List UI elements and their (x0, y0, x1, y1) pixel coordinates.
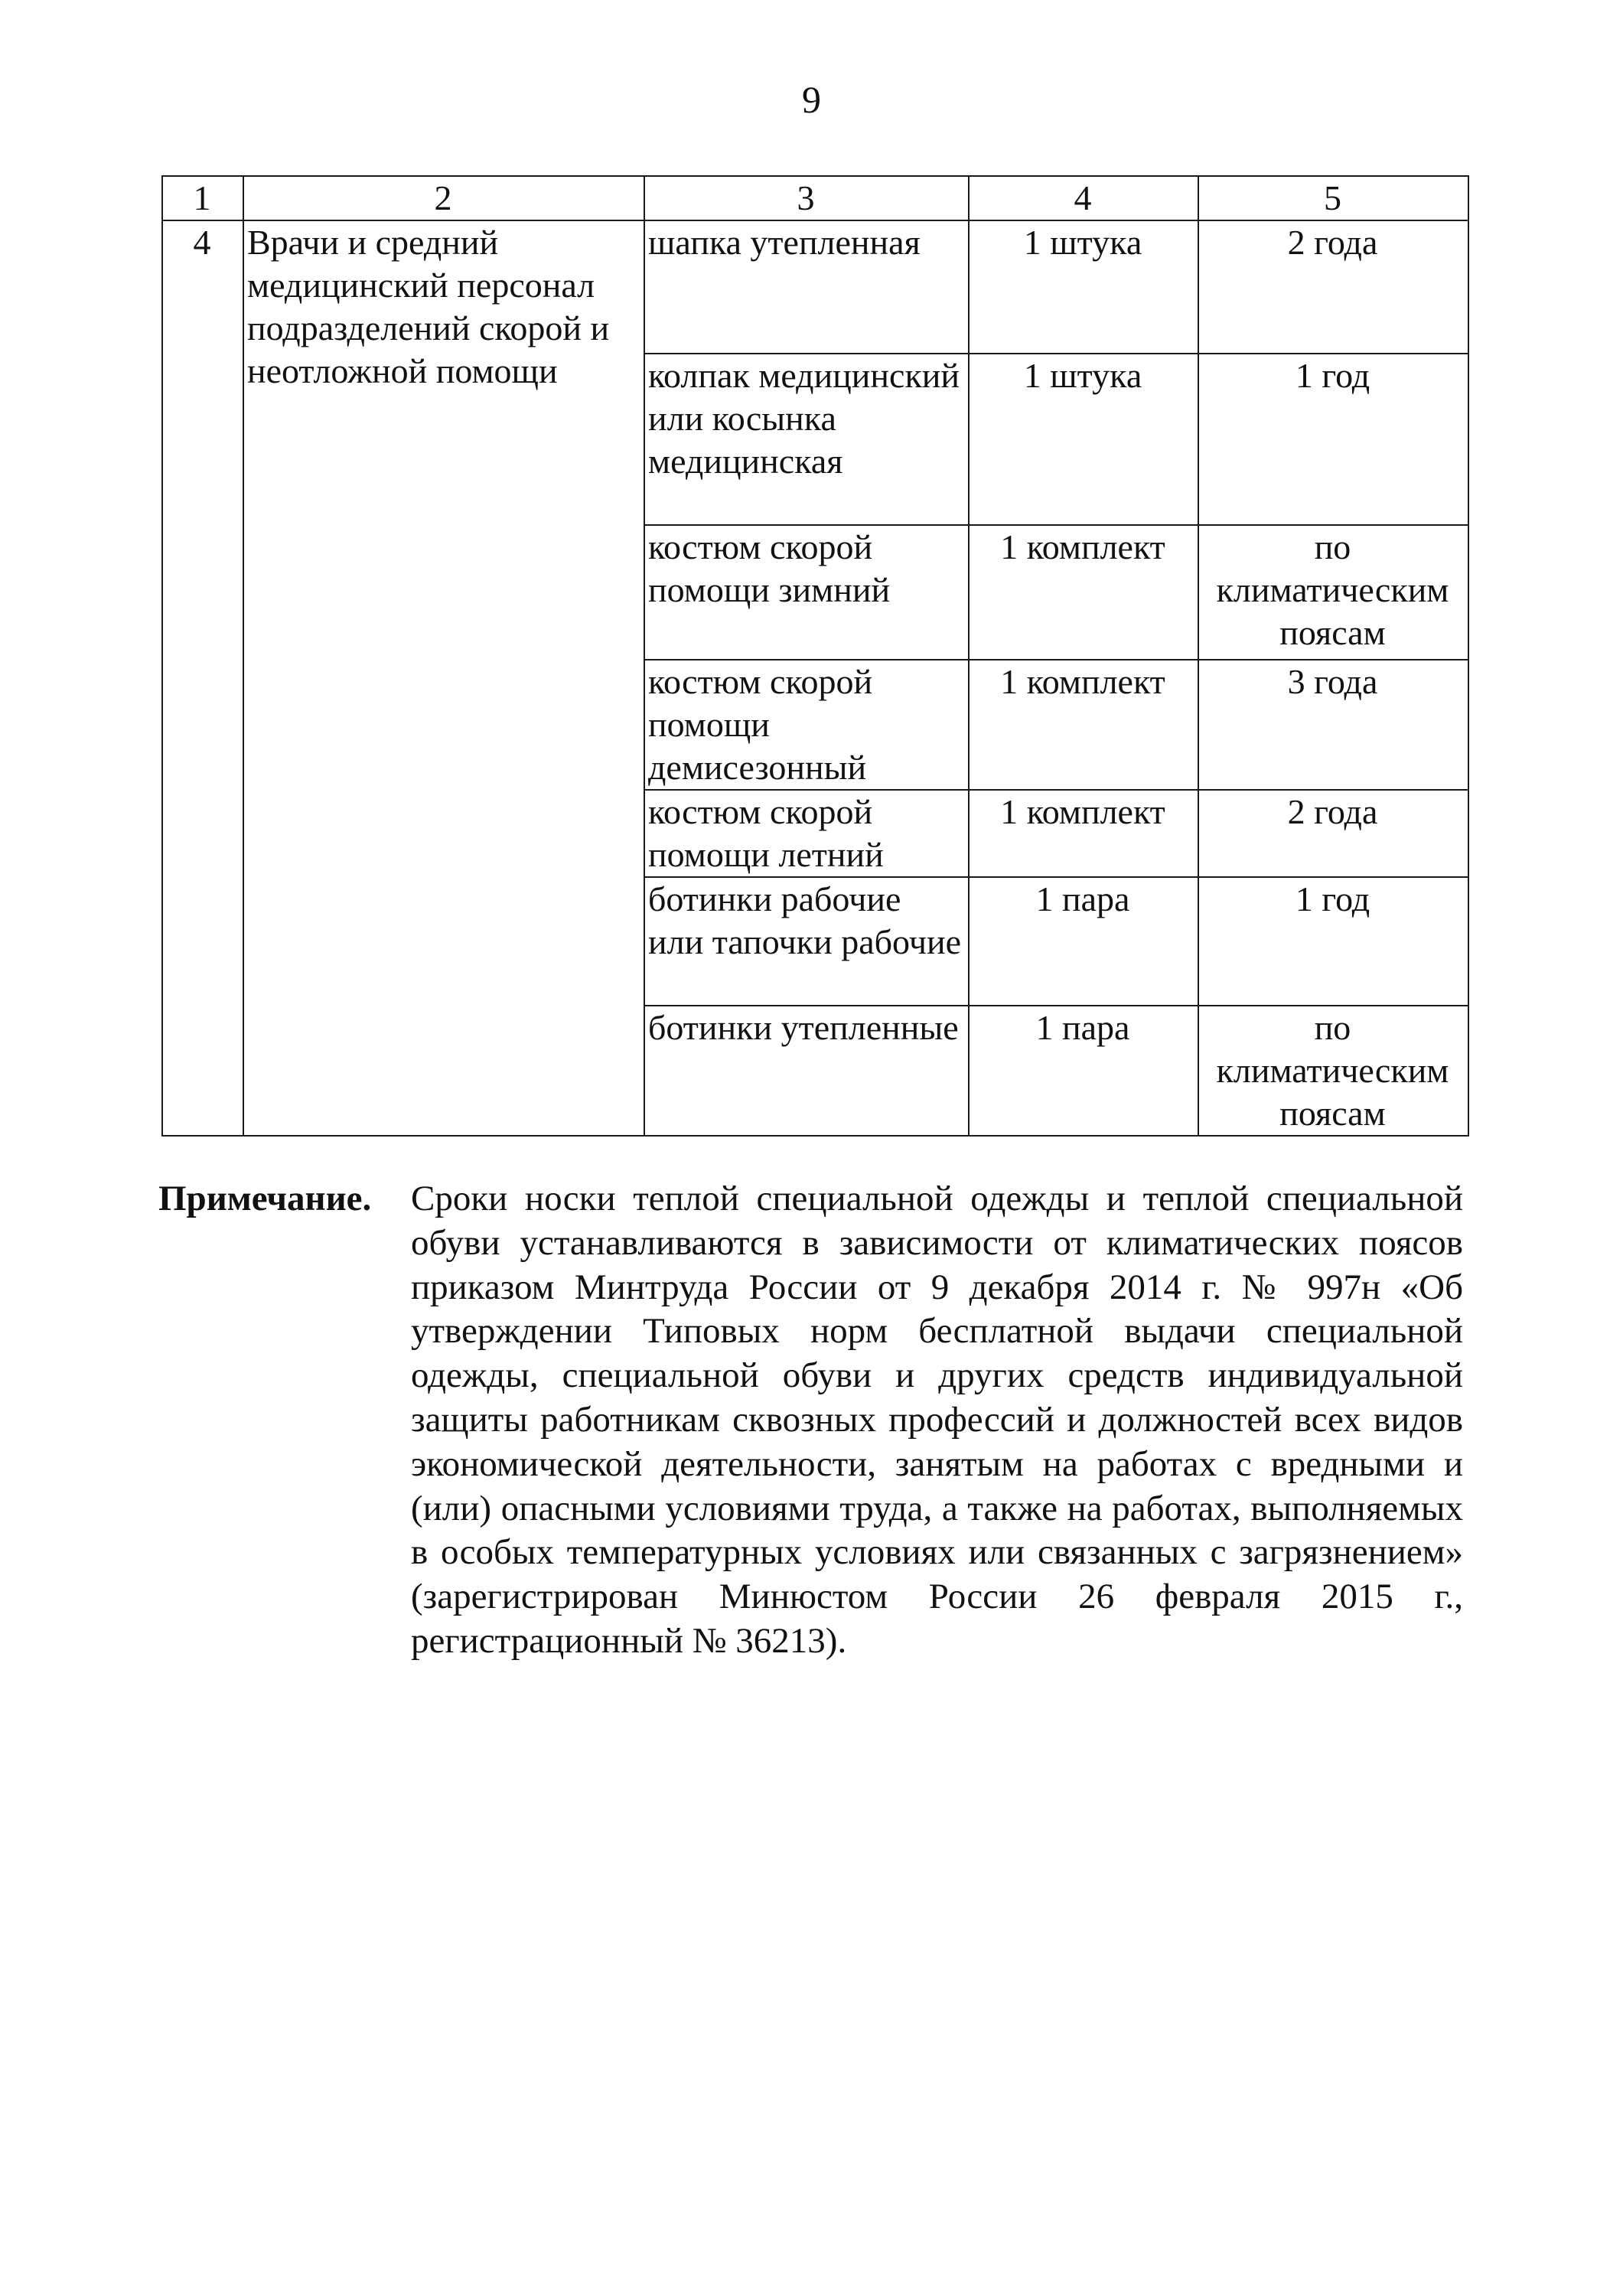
item-cell: колпак медицинский или косынка медицинская (644, 354, 969, 525)
table-header-row (162, 176, 1468, 220)
note-text: Сроки носки теплой специальной одежды и теплой специальной обуви устанавливаются в зависимости от климатических поясов приказом Минтруда России от 9 декабря 2014 г. № 997н «Об утверждении Типовых норм бесплатной выдачи специальной одежды, специальной обуви и других средств индивидуальной защиты работникам сквозных профессий и должностей всех видов экономической деятельности, занятым на работах с вредными и (или) опасными условиями труда, а также на работах, выполняемых в особых температурных условиях или связанных с загрязнением» (зарегистрирован Минюстом России 26 февраля 2015 г., регистрационный № 36213). (411, 1179, 1463, 1661)
item-cell: ботинки рабочие или тапочки рабочие (644, 877, 969, 1006)
category-cell: Врачи и средний медицинский персонал подразделений скорой и неотложной помощи (243, 220, 644, 1136)
note-label: Примечание. (158, 1179, 372, 1218)
quantity-cell: 1 комплект (969, 525, 1198, 660)
table-row (162, 220, 1468, 354)
item-cell: костюм скорой помощи демисезонный (644, 660, 969, 790)
norms-table (161, 175, 1469, 1137)
item-cell: костюм скорой помощи летний (644, 790, 969, 877)
column-header-item: 3 (644, 176, 969, 220)
page-number: 9 (802, 78, 821, 121)
term-cell: 1 год (1198, 354, 1468, 525)
term-cell: 2 года (1198, 220, 1468, 354)
column-header-term: 5 (1198, 176, 1468, 220)
quantity-cell: 1 штука (969, 354, 1198, 525)
column-header-number: 1 (162, 176, 243, 220)
row-number-cell: 4 (162, 220, 243, 1136)
quantity-cell: 1 пара (969, 1006, 1198, 1136)
quantity-cell: 1 комплект (969, 790, 1198, 877)
term-cell: по климатическим поясам (1198, 1006, 1468, 1136)
note-section (158, 1177, 1463, 1664)
quantity-cell: 1 комплект (969, 660, 1198, 790)
term-cell: 1 год (1198, 877, 1468, 1006)
quantity-cell: 1 пара (969, 877, 1198, 1006)
term-cell: 2 года (1198, 790, 1468, 877)
item-cell: ботинки утепленные (644, 1006, 969, 1136)
term-cell: 3 года (1198, 660, 1468, 790)
quantity-cell: 1 штука (969, 220, 1198, 354)
column-header-category: 2 (243, 176, 644, 220)
column-header-quantity: 4 (969, 176, 1198, 220)
term-cell: по климатическим поясам (1198, 525, 1468, 660)
item-cell: костюм скорой помощи зимний (644, 525, 969, 660)
item-cell: шапка утепленная (644, 220, 969, 354)
